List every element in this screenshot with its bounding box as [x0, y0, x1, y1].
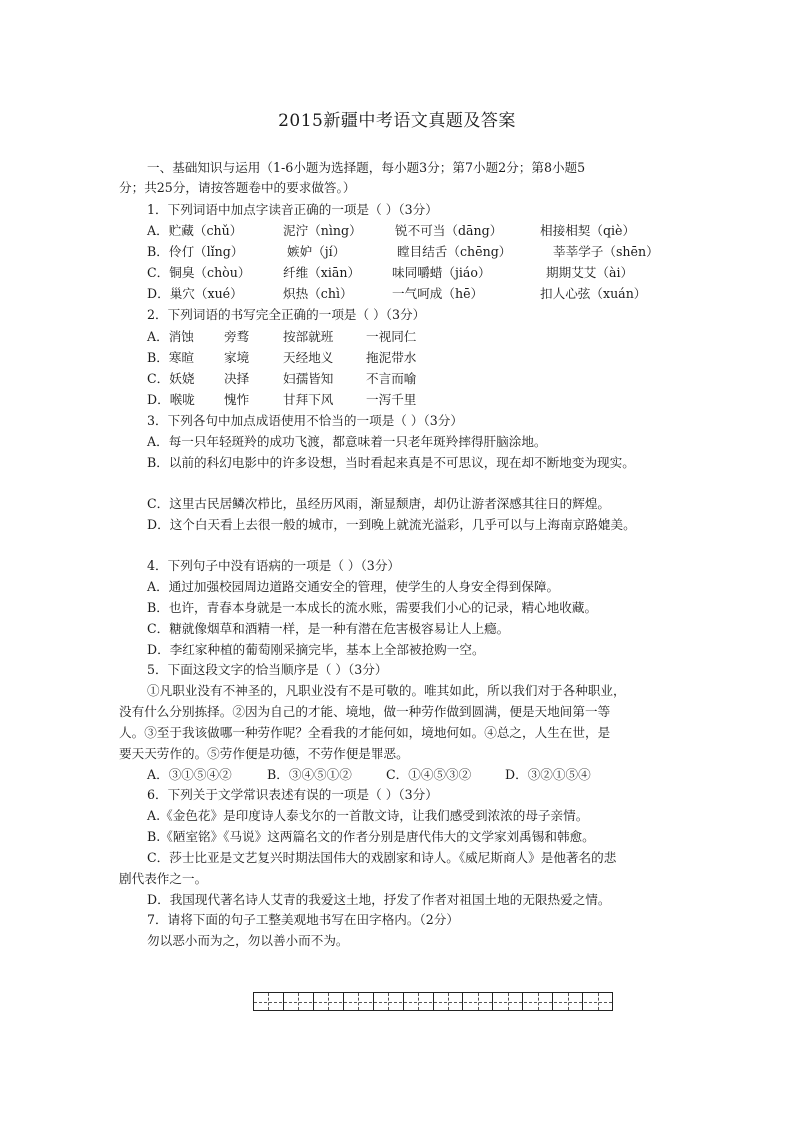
grid-cell[interactable]	[284, 993, 314, 1010]
q1-option-d-3: 一气呵成（hē）	[392, 286, 484, 301]
q4-option-c: C．糖就像烟草和酒精一样，是一种有潜在危害极容易让人上瘾。	[147, 621, 510, 636]
q2-option-d-1: D．喉咙	[147, 392, 195, 407]
q1-option-b-1: B．伶仃（lǐng）	[147, 244, 244, 259]
q1-option-a-2: 泥泞（nìng）	[283, 223, 362, 238]
q5-stem: 5．下面这段文字的恰当顺序是（ ）（3分）	[147, 662, 388, 677]
q2-stem: 2．下列词语的书写完全正确的一项是（ ）（3分）	[147, 307, 426, 322]
grid-cell[interactable]	[374, 993, 404, 1010]
grid-cell[interactable]	[344, 993, 374, 1010]
q2-option-c-1: C．妖娆	[147, 371, 195, 386]
grid-cell[interactable]	[553, 993, 583, 1010]
q1-option-a-4: 相接相契（qiè）	[540, 223, 636, 238]
q2-option-c-4: 不言而喻	[366, 371, 417, 386]
section-intro-line-1: 一、基础知识与运用（1-6小题为选择题，每小题3分；第7小题2分；第8小题5	[147, 160, 586, 175]
q5-option-a: A．③①⑤④②	[147, 767, 232, 782]
q7-sentence: 勿以恶小而为之，勿以善小而不为。	[147, 933, 349, 948]
section-intro-line-2: 分；共25分，请按答题卷中的要求做答。）	[119, 180, 356, 195]
q1-option-a-3: 锐不可当（dāng）	[395, 223, 503, 238]
q5-passage-line-3: 人。③至于我该做哪一种劳作呢？全看我的才能何如，境地何如。④总之，人生在世，是	[119, 725, 611, 740]
q2-option-a-4: 一视同仁	[366, 329, 417, 344]
q1-stem: 1．下列词语中加点字读音正确的一项是（ ）（3分）	[147, 202, 438, 217]
grid-cell[interactable]	[314, 993, 344, 1010]
q5-passage-line-2: 没有什么分别拣择。②因为自己的才能、境地，做一种劳作做到圆满，便是天地间第一等	[119, 704, 611, 719]
q4-option-b: B．也许，青春本身就是一本成长的流水账，需要我们小心的记录，精心地收藏。	[147, 600, 598, 615]
q2-option-c-2: 决择	[224, 371, 250, 386]
q6-option-d: D．我国现代著名诗人艾青的我爱这土地，抒发了作者对祖国土地的无限热爱之情。	[147, 892, 611, 907]
q1-option-c-1: C．铜臭（chòu）	[147, 265, 251, 280]
grid-cell[interactable]	[583, 993, 612, 1010]
q2-option-d-3: 甘拜下风	[283, 392, 334, 407]
q5-option-c: C．①④⑤③②	[386, 767, 472, 782]
q2-option-b-4: 拖泥带水	[366, 350, 417, 365]
q1-option-d-1: D．巢穴（xué）	[147, 286, 243, 301]
q4-option-a: A．通过加强校园周边道路交通安全的管理，使学生的人身安全得到保障。	[147, 579, 560, 594]
q3-stem: 3．下列各句中加点成语使用不恰当的一项是（ ）（3分）	[147, 413, 463, 428]
grid-cell[interactable]	[404, 993, 434, 1010]
q1-option-b-2: 嫉妒（jí）	[287, 244, 346, 259]
q1-option-a-1: A．贮藏（chǔ）	[147, 223, 243, 238]
q1-option-d-2: 炽热（chì）	[283, 286, 353, 301]
grid-cell[interactable]	[434, 993, 464, 1010]
q2-option-b-2: 家境	[224, 350, 250, 365]
q2-option-a-2: 旁骛	[224, 329, 250, 344]
q7-stem: 7．请将下面的句子工整美观地书写在田字格内。（2分）	[147, 912, 459, 927]
q4-stem: 4．下列句子中没有语病的一项是（ ）（3分）	[147, 558, 401, 573]
q2-option-a-3: 按部就班	[283, 329, 334, 344]
q3-option-c: C．这里古民居鳞次栉比，虽经历风雨，渐显颓唐，却仍让游者深感其往日的辉煌。	[147, 496, 611, 511]
q3-option-a: A．每一只年轻斑羚的成功飞渡，都意味着一只老年斑羚摔得肝脑涂地。	[147, 434, 547, 449]
q6-stem: 6．下列关于文学常识表述有误的一项是（ ）（3分）	[147, 787, 438, 802]
page-title: 2015新疆中考语文真题及答案	[278, 111, 516, 131]
q5-passage-line-4: 要天天劳作的。⑤劳作便是功德，不劳作便是罪恶。	[119, 746, 409, 761]
q1-option-c-4: 期期艾艾（ài）	[546, 265, 634, 280]
q5-option-d: D．③②①⑤④	[505, 767, 591, 782]
q1-option-d-4: 扣人心弦（xuán）	[540, 286, 647, 301]
q2-option-b-1: B．寒暄	[147, 350, 195, 365]
q2-option-a-1: A．消蚀	[147, 329, 194, 344]
q5-passage-line-1: ①凡职业没有不神圣的，凡职业没有不是可敬的。唯其如此，所以我们对于各种职业，	[147, 683, 626, 698]
grid-cell[interactable]	[493, 993, 523, 1010]
q2-option-d-2: 愧怍	[224, 392, 250, 407]
q1-option-b-3: 瞠目结舌（chēng）	[397, 244, 512, 259]
q2-option-b-3: 天经地义	[283, 350, 334, 365]
q6-option-c-line-1: C．莎士比亚是文艺复兴时期法国伟大的戏剧家和诗人。《威尼斯商人》是他著名的悲	[147, 850, 617, 865]
q3-option-b: B．以前的科幻电影中的许多设想，当时看起来真是不可思议，现在却不断地变为现实。	[147, 455, 635, 470]
q4-option-d: D．李红家种植的葡萄刚采摘完毕，基本上全部被抢购一空。	[147, 642, 485, 657]
q3-option-d: D．这个白天看上去很一般的城市，一到晚上就流光溢彩，几乎可以与上海南京路媲美。	[147, 517, 636, 532]
q1-option-c-2: 纤维（xiān）	[283, 265, 361, 280]
q6-option-c-line-2: 剧代表作之一。	[119, 871, 208, 886]
q2-option-d-4: 一泻千里	[366, 392, 417, 407]
q5-option-b: B．③④⑤①②	[267, 767, 352, 782]
q6-option-b: B.《陋室铭》《马说》这两篇名文的作者分别是唐代伟大的文学家刘禹锡和韩愈。	[147, 829, 595, 844]
tianzige-writing-grid[interactable]	[253, 992, 613, 1011]
q1-option-b-4: 莘莘学子（shēn）	[553, 244, 659, 259]
q6-option-a: A.《金色花》是印度诗人泰戈尔的一首散文诗，让我们感受到浓浓的母子亲情。	[147, 808, 589, 823]
q2-option-c-3: 妇孺皆知	[283, 371, 334, 386]
q1-option-c-3: 味同嚼蜡（jiáo）	[392, 265, 491, 280]
grid-cell[interactable]	[523, 993, 553, 1010]
grid-cell[interactable]	[463, 993, 493, 1010]
grid-cell[interactable]	[254, 993, 284, 1010]
